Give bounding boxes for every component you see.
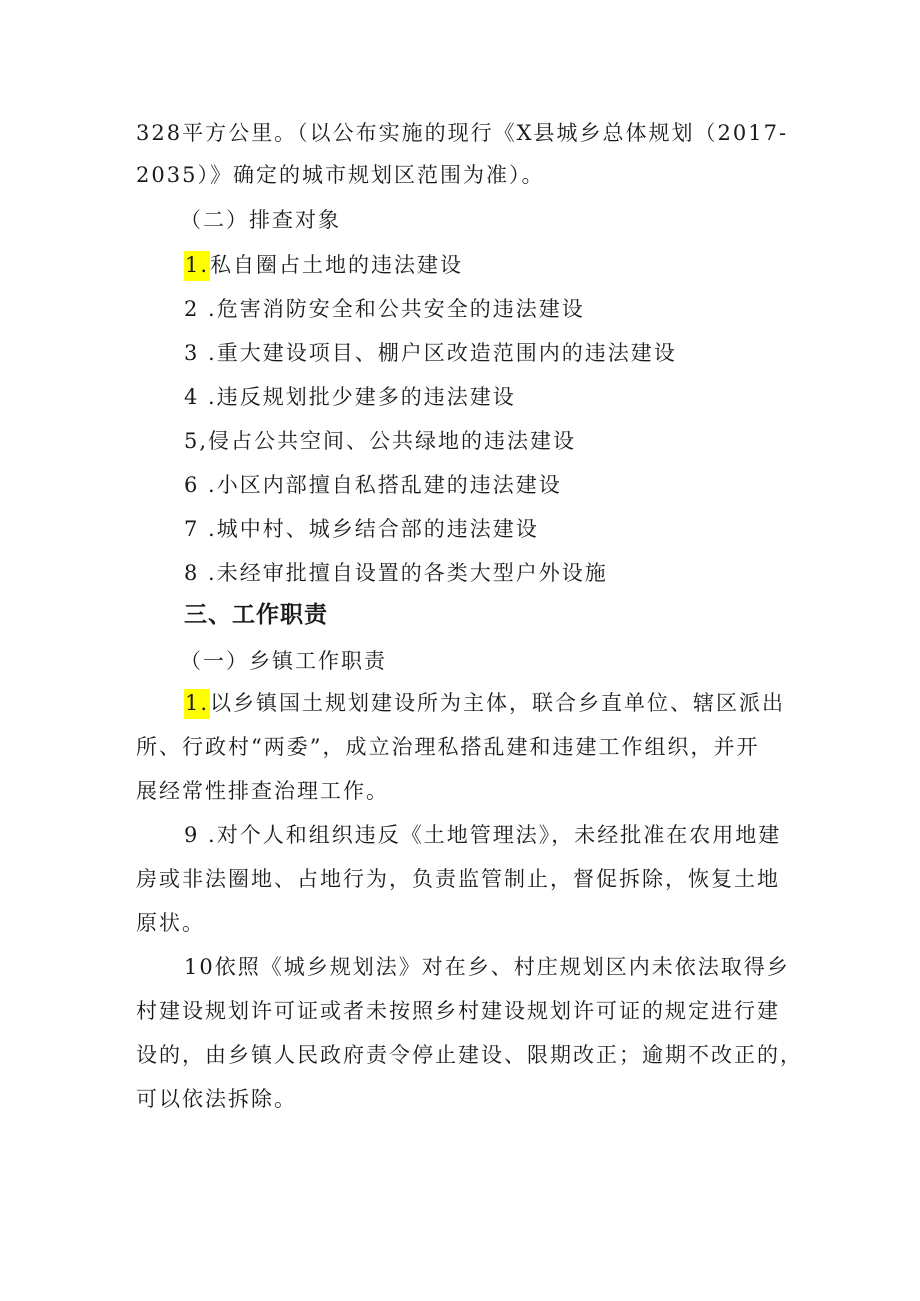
target-item-2 [184,294,585,324]
target-number: 7 . [184,517,217,541]
target-text: 违反规划批少建多的违法建设 [216,385,516,409]
duty-1-line-1 [184,688,785,718]
duty-10-line-4: 可以依法拆除。 [136,1087,297,1111]
duty-9-line-3: 原状。 [136,911,205,935]
duty-text: 以乡镇国土规划建设所为主体，联合乡直单位、辖区派出 [210,691,786,715]
target-number: 8 . [184,561,217,585]
target-text: 重大建设项目、棚户区改造范围内的违法建设 [216,341,677,365]
duty-1-line-3: 展经常性排查治理工作。 [136,779,389,803]
duty-9-line-2: 房或非法圈地、占地行为，负责监管制止，督促拆除，恢复土地 [136,867,780,891]
target-text: 私自圈占土地的违法建设 [210,253,464,277]
target-number: 3 . [184,341,217,365]
duty-10-line-1: 10依照《城乡规划法》对在乡、村庄规划区内未依法取得乡 [184,955,790,979]
target-number-highlight: 1. [184,251,210,281]
target-number: 5, [184,429,209,453]
section-three-subheading: （一）乡镇工作职责 [180,649,387,673]
target-item-3 [184,338,677,368]
duty-number-highlight: 1. [184,689,210,719]
section-two-subheading: （二）排查对象 [180,208,341,232]
target-item-5 [184,426,576,456]
target-number: 4 . [184,385,217,409]
target-text: 未经审批擅自设置的各类大型户外设施 [216,561,608,585]
intro-line-1: 328平方公里。（以公布实施的现行《X县城乡总体规划（2017- [136,121,789,145]
duty-10-line-3: 设的，由乡镇人民政府责令停止建设、限期改正；逾期不改正的， [136,1043,803,1067]
duty-10-line-2: 村建设规划许可证或者未按照乡村建设规划许可证的规定进行建 [136,999,780,1023]
target-text: 小区内部擅自私搭乱建的违法建设 [216,473,562,497]
target-text: 城中村、城乡结合部的违法建设 [216,517,539,541]
target-number: 6 . [184,473,217,497]
target-item-1 [184,250,463,280]
intro-line-2: 2035）》确定的城市规划区范围为准）。 [136,163,545,187]
section-three-heading: 三、工作职责 [184,602,328,628]
duty-9-line-1: 9 .对个人和组织违反《土地管理法》，未经批准在农用地建 [184,823,782,847]
duty-1-line-2: 所、行政村“两委”，成立治理私搭乱建和违建工作组织，并开 [136,735,760,759]
target-text: 危害消防安全和公共安全的违法建设 [216,297,585,321]
target-item-8 [184,558,608,588]
target-item-6 [184,470,562,500]
target-item-4 [184,382,516,412]
target-number: 2 . [184,297,217,321]
target-text: 侵占公共空间、公共绿地的违法建设 [208,429,577,453]
target-item-7 [184,514,539,544]
